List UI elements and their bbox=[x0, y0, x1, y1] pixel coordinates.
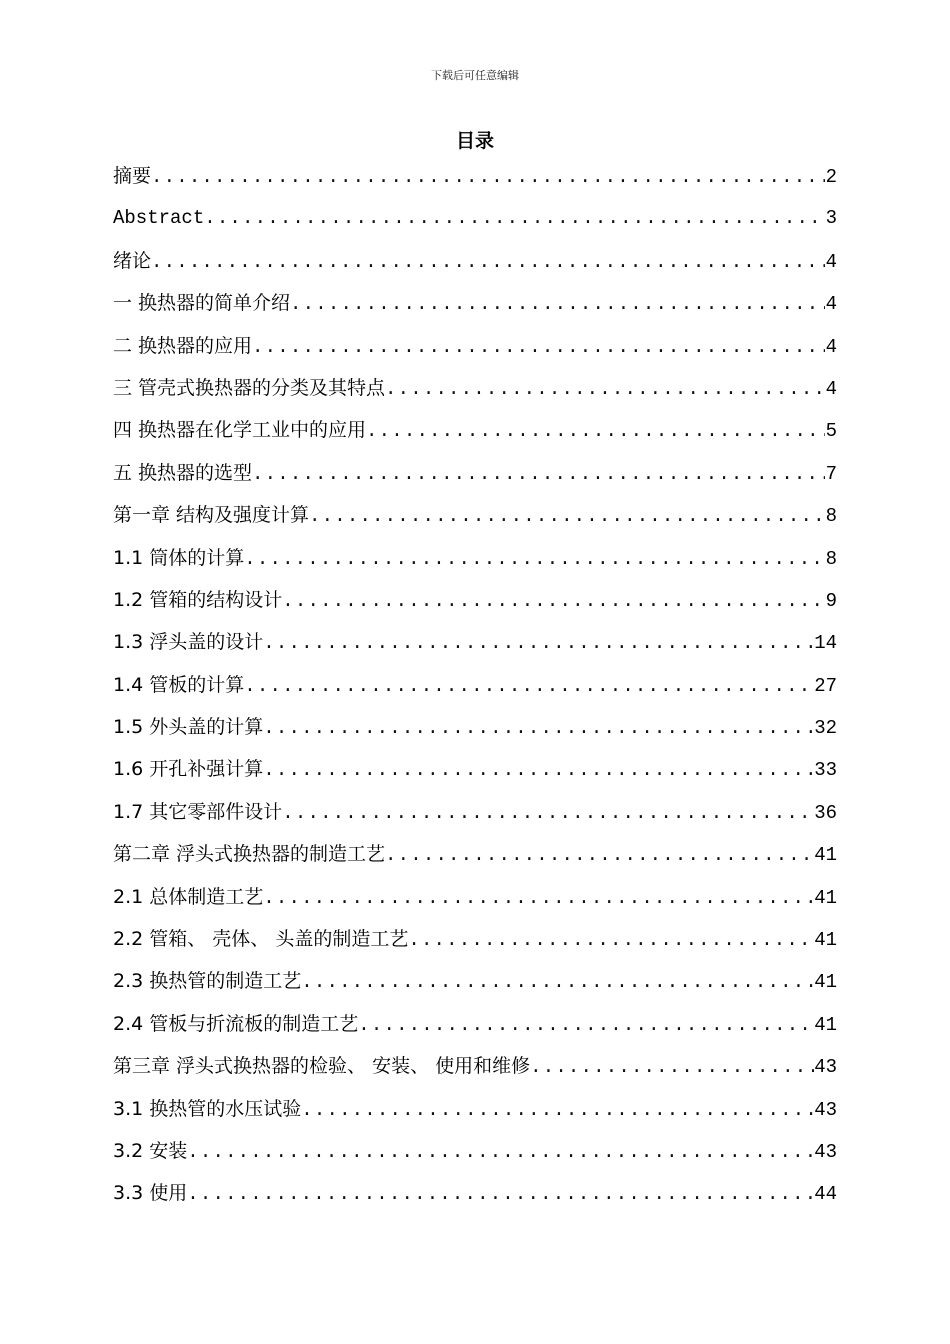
toc-entry-label: 2.1 总体制造工艺 bbox=[113, 885, 264, 908]
toc-title: 目录 bbox=[455, 130, 494, 152]
toc-entry-section-1-3[interactable] bbox=[113, 621, 837, 663]
toc-entry-label: Abstract bbox=[113, 207, 205, 230]
toc-entry-section-2-3[interactable] bbox=[113, 960, 837, 1002]
toc-entry-label: 1.2 管箱的结构设计 bbox=[113, 588, 283, 611]
toc-entry-intro-section-1[interactable] bbox=[113, 282, 837, 324]
toc-entry-page: 41 bbox=[814, 844, 837, 867]
toc-entry-page: 4 bbox=[825, 293, 837, 316]
toc-leader-dots bbox=[151, 156, 825, 197]
toc-entry-label: 1.3 浮头盖的设计 bbox=[113, 631, 264, 654]
toc-entry-page: 41 bbox=[814, 886, 837, 909]
toc-entry-page: 8 bbox=[825, 547, 837, 570]
toc-entry-page: 14 bbox=[814, 632, 837, 655]
toc-leader-dots bbox=[187, 1173, 814, 1214]
toc-leader-dots bbox=[204, 197, 825, 239]
toc-leader-dots bbox=[244, 665, 814, 706]
toc-entry-section-1-7[interactable] bbox=[113, 791, 837, 833]
toc-entry-abstract-en[interactable] bbox=[113, 197, 837, 239]
toc-leader-dots bbox=[366, 410, 825, 451]
toc-leader-dots bbox=[301, 961, 814, 1002]
toc-entry-label: 四 换热器在化学工业中的应用 bbox=[113, 419, 367, 442]
toc-entry-page: 4 bbox=[825, 335, 837, 358]
toc-entry-label: 2.3 换热管的制造工艺 bbox=[113, 970, 302, 993]
toc-entry-chapter-1[interactable] bbox=[113, 494, 837, 536]
toc-leader-dots bbox=[385, 368, 825, 409]
toc-entry-section-1-5[interactable] bbox=[113, 706, 837, 748]
toc-entry-page: 41 bbox=[814, 1013, 837, 1036]
toc-entry-page: 7 bbox=[825, 462, 837, 485]
toc-entry-page: 5 bbox=[825, 420, 837, 443]
toc-entry-label: 摘要 bbox=[113, 165, 152, 187]
toc-entry-label: 3.2 安装 bbox=[113, 1139, 188, 1162]
toc-entry-page: 4 bbox=[825, 250, 837, 273]
toc-entry-page: 33 bbox=[814, 759, 837, 782]
toc-entry-chapter-3[interactable] bbox=[113, 1045, 837, 1087]
toc-entry-section-2-4[interactable] bbox=[113, 1003, 837, 1045]
toc-entry-label: 第三章 浮头式换热器的检验、 安装、 使用和维修 bbox=[113, 1055, 531, 1078]
table-of-contents bbox=[113, 155, 837, 1215]
toc-entry-label: 二 换热器的应用 bbox=[113, 334, 253, 357]
toc-entry-label: 第一章 结构及强度计算 bbox=[113, 504, 310, 527]
toc-entry-page: 9 bbox=[825, 589, 837, 612]
toc-entry-page: 44 bbox=[814, 1183, 837, 1206]
toc-entry-page: 43 bbox=[814, 1056, 837, 1079]
toc-leader-dots bbox=[263, 877, 814, 918]
toc-leader-dots bbox=[408, 919, 814, 960]
toc-entry-section-1-6[interactable] bbox=[113, 748, 837, 790]
toc-entry-section-3-2[interactable] bbox=[113, 1130, 837, 1172]
toc-leader-dots bbox=[244, 538, 825, 579]
toc-entry-page: 41 bbox=[814, 971, 837, 994]
toc-leader-dots bbox=[252, 326, 825, 367]
toc-leader-dots bbox=[263, 707, 814, 748]
toc-entry-page: 32 bbox=[814, 717, 837, 740]
toc-leader-dots bbox=[151, 241, 825, 282]
toc-entry-section-3-1[interactable] bbox=[113, 1088, 837, 1130]
toc-leader-dots bbox=[530, 1046, 814, 1087]
toc-leader-dots bbox=[385, 834, 814, 875]
toc-entry-intro-section-4[interactable] bbox=[113, 409, 837, 451]
toc-entry-page: 8 bbox=[825, 505, 837, 528]
toc-entry-intro-section-2[interactable] bbox=[113, 325, 837, 367]
toc-entry-label: 一 换热器的简单介绍 bbox=[113, 292, 291, 315]
toc-entry-label: 1.7 其它零部件设计 bbox=[113, 800, 283, 823]
toc-entry-label: 3.3 使用 bbox=[113, 1182, 188, 1205]
header-note: 下载后可任意编辑 bbox=[431, 69, 519, 82]
toc-entry-page: 3 bbox=[825, 207, 837, 230]
toc-entry-label: 1.5 外头盖的计算 bbox=[113, 716, 264, 739]
toc-entry-introduction[interactable] bbox=[113, 240, 837, 282]
toc-entry-label: 五 换热器的选型 bbox=[113, 461, 253, 484]
toc-leader-dots bbox=[263, 622, 814, 663]
toc-leader-dots bbox=[282, 580, 825, 621]
toc-entry-page: 43 bbox=[814, 1140, 837, 1163]
toc-leader-dots bbox=[290, 283, 825, 324]
toc-entry-section-2-1[interactable] bbox=[113, 876, 837, 918]
toc-entry-page: 41 bbox=[814, 929, 837, 952]
toc-entry-page: 36 bbox=[814, 801, 837, 824]
toc-entry-section-3-3[interactable] bbox=[113, 1172, 837, 1214]
toc-entry-label: 1.4 管板的计算 bbox=[113, 673, 245, 696]
toc-leader-dots bbox=[358, 1004, 814, 1045]
toc-entry-label: 绪论 bbox=[113, 249, 152, 272]
toc-entry-page: 2 bbox=[825, 166, 837, 188]
toc-entry-section-1-1[interactable] bbox=[113, 537, 837, 579]
toc-entry-label: 2.2 管箱、 壳体、 头盖的制造工艺 bbox=[113, 928, 409, 951]
toc-entry-section-1-2[interactable] bbox=[113, 579, 837, 621]
toc-entry-page: 4 bbox=[825, 377, 837, 400]
toc-entry-page: 43 bbox=[814, 1098, 837, 1121]
toc-entry-page: 27 bbox=[814, 674, 837, 697]
toc-entry-label: 2.4 管板与折流板的制造工艺 bbox=[113, 1012, 359, 1035]
toc-leader-dots bbox=[282, 792, 814, 833]
toc-entry-section-2-2[interactable] bbox=[113, 918, 837, 960]
toc-entry-label: 1.6 开孔补强计算 bbox=[113, 758, 264, 781]
toc-leader-dots bbox=[263, 749, 814, 790]
toc-leader-dots bbox=[187, 1131, 814, 1172]
toc-entry-label: 3.1 换热管的水压试验 bbox=[113, 1097, 302, 1120]
toc-leader-dots bbox=[301, 1089, 814, 1130]
toc-entry-label: 第二章 浮头式换热器的制造工艺 bbox=[113, 843, 386, 866]
toc-entry-chapter-2[interactable] bbox=[113, 833, 837, 875]
toc-entry-section-1-4[interactable] bbox=[113, 664, 837, 706]
toc-entry-label: 1.1 筒体的计算 bbox=[113, 546, 245, 569]
toc-entry-label: 三 管壳式换热器的分类及其特点 bbox=[113, 376, 386, 399]
toc-entry-abstract-cn[interactable] bbox=[113, 155, 837, 197]
toc-leader-dots bbox=[309, 495, 825, 536]
toc-leader-dots bbox=[252, 453, 825, 494]
toc-entry-intro-section-5[interactable] bbox=[113, 452, 837, 494]
toc-entry-intro-section-3[interactable] bbox=[113, 367, 837, 409]
